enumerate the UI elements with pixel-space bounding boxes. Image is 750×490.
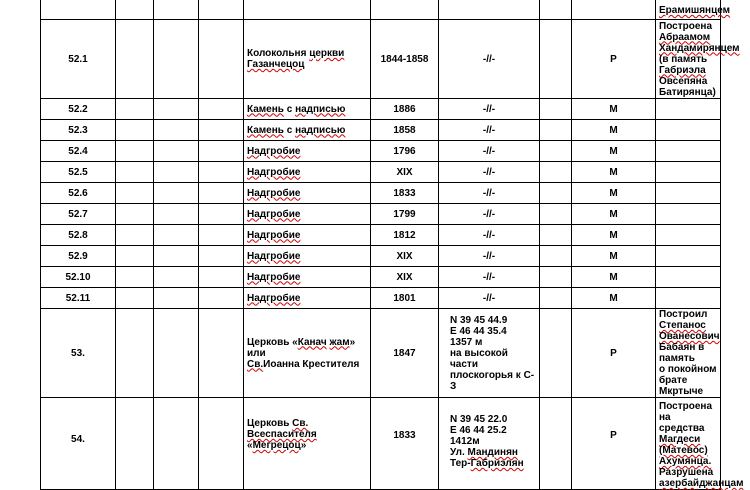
cell-number: 52.6 — [41, 183, 116, 204]
cell-name: Надгробие — [244, 246, 371, 267]
cell-category: М — [572, 246, 656, 267]
cell-date: 1858 — [371, 120, 439, 141]
cell-note: Ерамишянцем — [656, 0, 721, 20]
table-row — [41, 162, 721, 183]
table-row — [41, 204, 721, 225]
cell-location: -//- — [439, 162, 540, 183]
cell-number: 52.2 — [41, 99, 116, 120]
cell-date: XIX — [371, 246, 439, 267]
cell-number: 52.11 — [41, 288, 116, 309]
table-row — [41, 120, 721, 141]
cell-location: -//- — [439, 246, 540, 267]
table-row — [41, 141, 721, 162]
cell-location: -//- — [439, 267, 540, 288]
cell-date: 1847 — [371, 309, 439, 398]
cell-location: -//- — [439, 204, 540, 225]
cell-category: Р — [572, 20, 656, 99]
cell-number: 54. — [41, 398, 116, 490]
cell-location: -//- — [439, 288, 540, 309]
table-row — [41, 309, 721, 398]
table-row — [41, 99, 721, 120]
cell-number: 52.8 — [41, 225, 116, 246]
cell-number: 52.7 — [41, 204, 116, 225]
cell-category: М — [572, 267, 656, 288]
cell-name: Церковь «Канач жам» или Св.Иоанна Крестителя — [244, 309, 371, 398]
cell-date: 1801 — [371, 288, 439, 309]
cell-number: 52.1 — [41, 20, 116, 99]
cell-name: Надгробие — [244, 225, 371, 246]
table-row — [41, 246, 721, 267]
cell-date: 1799 — [371, 204, 439, 225]
cell-date: 1833 — [371, 398, 439, 490]
cell-category: М — [572, 162, 656, 183]
table-row — [41, 398, 721, 490]
cell-number — [41, 0, 116, 20]
cell-date: 1796 — [371, 141, 439, 162]
cell-name: Камень с надписью — [244, 120, 371, 141]
cell-location: -//- — [439, 120, 540, 141]
cell-location: N 39 45 22.0 E 46 44 25.2 1412м Ул. Мандинян Тер-Габриэлян — [439, 398, 540, 490]
cell-category: М — [572, 99, 656, 120]
monuments-table — [40, 0, 744, 490]
cell-name: Церковь Св. Всеспасителя «Мегрецоц» — [244, 398, 371, 490]
cell-category: М — [572, 183, 656, 204]
cell-name: Надгробие — [244, 162, 371, 183]
table-row — [41, 183, 721, 204]
table-row — [41, 20, 721, 99]
cell-date: 1812 — [371, 225, 439, 246]
cell-number: 52.5 — [41, 162, 116, 183]
cell-name: Колокольня церкви Газанчецоц — [244, 20, 371, 99]
cell-location: -//- — [439, 99, 540, 120]
table-row — [41, 0, 721, 20]
cell-name: Надгробие — [244, 204, 371, 225]
cell-name: Надгробие — [244, 288, 371, 309]
cell-name: Надгробие — [244, 267, 371, 288]
cell-category: М — [572, 288, 656, 309]
cell-name: Надгробие — [244, 183, 371, 204]
cell-number: 52.9 — [41, 246, 116, 267]
cell-category: М — [572, 225, 656, 246]
cell-date: XIX — [371, 267, 439, 288]
cell-category: М — [572, 204, 656, 225]
cell-category: Р — [572, 398, 656, 490]
table-row — [41, 225, 721, 246]
cell-number: 52.4 — [41, 141, 116, 162]
cell-location: -//- — [439, 141, 540, 162]
cell-number: 52.3 — [41, 120, 116, 141]
cell-date: XIX — [371, 162, 439, 183]
cell-note: Построена Абраамом Хандамирянцем (в память Габриэла Овсепяна Батирянца) — [656, 20, 721, 99]
cell-number: 53. — [41, 309, 116, 398]
cell-date: 1886 — [371, 99, 439, 120]
cell-category: М — [572, 141, 656, 162]
cell-location: -//- — [439, 225, 540, 246]
cell-date: 1833 — [371, 183, 439, 204]
cell-name: Камень с надписью — [244, 99, 371, 120]
table-row — [41, 267, 721, 288]
cell-note: Построил Степанос Ованесович Бабаян в память о покойном брате Мкртыче — [656, 309, 721, 398]
cell-location: N 39 45 44.9 E 46 44 35.4 1357 м на высокой части плоскогорья к С- З — [439, 309, 540, 398]
cell-name: Надгробие — [244, 141, 371, 162]
cell-note: Построена на средства Магдеси (Матевос) Ахумянца. Разрушена азербайджанцам — [656, 398, 721, 490]
cell-category: Р — [572, 309, 656, 398]
cell-number: 52.10 — [41, 267, 116, 288]
cell-date: 1844-1858 — [371, 20, 439, 99]
table-row — [41, 288, 721, 309]
cell-category: М — [572, 120, 656, 141]
cell-location: -//- — [439, 20, 540, 99]
cell-location: -//- — [439, 183, 540, 204]
